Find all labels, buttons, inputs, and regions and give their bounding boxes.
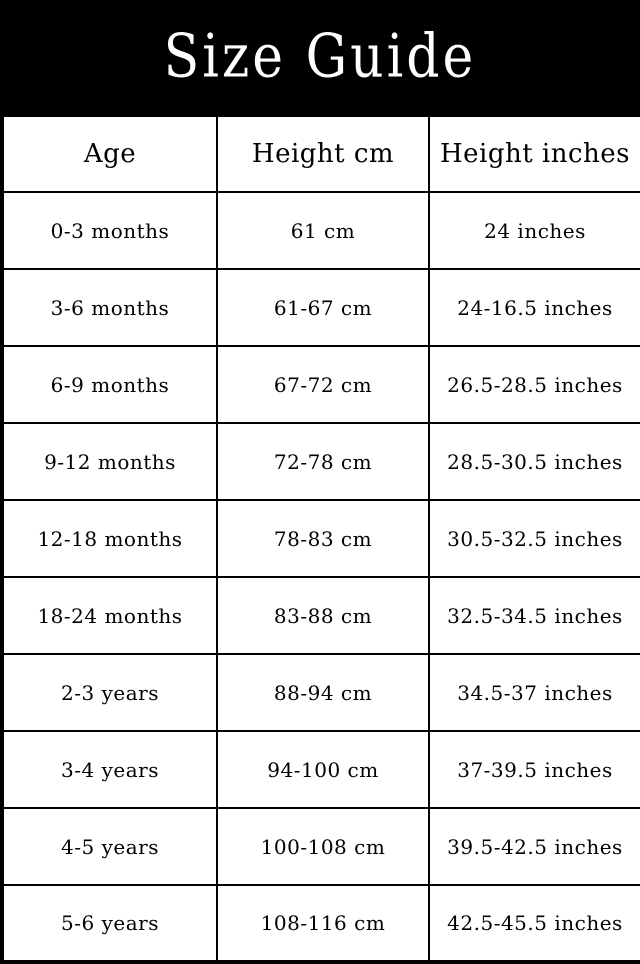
table-cell: 37-39.5 inches: [429, 731, 640, 808]
table-cell: 39.5-42.5 inches: [429, 808, 640, 885]
table-row: [2, 808, 640, 885]
table-cell: 4-5 years: [2, 808, 217, 885]
page-title: Size Guide: [163, 22, 477, 91]
table-row: [2, 423, 640, 500]
table-cell: 24 inches: [429, 192, 640, 269]
table-row: [2, 192, 640, 269]
table-cell: 18-24 months: [2, 577, 217, 654]
table-row: [2, 500, 640, 577]
table-row: [2, 731, 640, 808]
table-cell: 100-108 cm: [217, 808, 429, 885]
size-guide-table: [0, 113, 640, 964]
table-row: [2, 577, 640, 654]
table-cell: 28.5-30.5 inches: [429, 423, 640, 500]
table-cell: 12-18 months: [2, 500, 217, 577]
column-header: Height cm: [217, 115, 429, 192]
table-cell: 9-12 months: [2, 423, 217, 500]
table-head: [2, 115, 640, 192]
column-header: Age: [2, 115, 217, 192]
table-cell: 0-3 months: [2, 192, 217, 269]
table-row: [2, 269, 640, 346]
table-cell: 72-78 cm: [217, 423, 429, 500]
table-row: [2, 654, 640, 731]
table-cell: 5-6 years: [2, 885, 217, 962]
header-row: [2, 115, 640, 192]
table-cell: 3-6 months: [2, 269, 217, 346]
table-cell: 34.5-37 inches: [429, 654, 640, 731]
table-row: [2, 885, 640, 962]
table-cell: 108-116 cm: [217, 885, 429, 962]
table-cell: 26.5-28.5 inches: [429, 346, 640, 423]
table-cell: 83-88 cm: [217, 577, 429, 654]
table-cell: 88-94 cm: [217, 654, 429, 731]
table-body: [2, 192, 640, 962]
table-row: [2, 346, 640, 423]
table-cell: 94-100 cm: [217, 731, 429, 808]
column-header: Height inches: [429, 115, 640, 192]
table-cell: 78-83 cm: [217, 500, 429, 577]
table-cell: 42.5-45.5 inches: [429, 885, 640, 962]
table-cell: 67-72 cm: [217, 346, 429, 423]
table-cell: 6-9 months: [2, 346, 217, 423]
title-band: [0, 0, 640, 113]
table-cell: 2-3 years: [2, 654, 217, 731]
table-cell: 61 cm: [217, 192, 429, 269]
table-cell: 61-67 cm: [217, 269, 429, 346]
table-cell: 32.5-34.5 inches: [429, 577, 640, 654]
table-cell: 24-16.5 inches: [429, 269, 640, 346]
table-cell: 30.5-32.5 inches: [429, 500, 640, 577]
table-cell: 3-4 years: [2, 731, 217, 808]
